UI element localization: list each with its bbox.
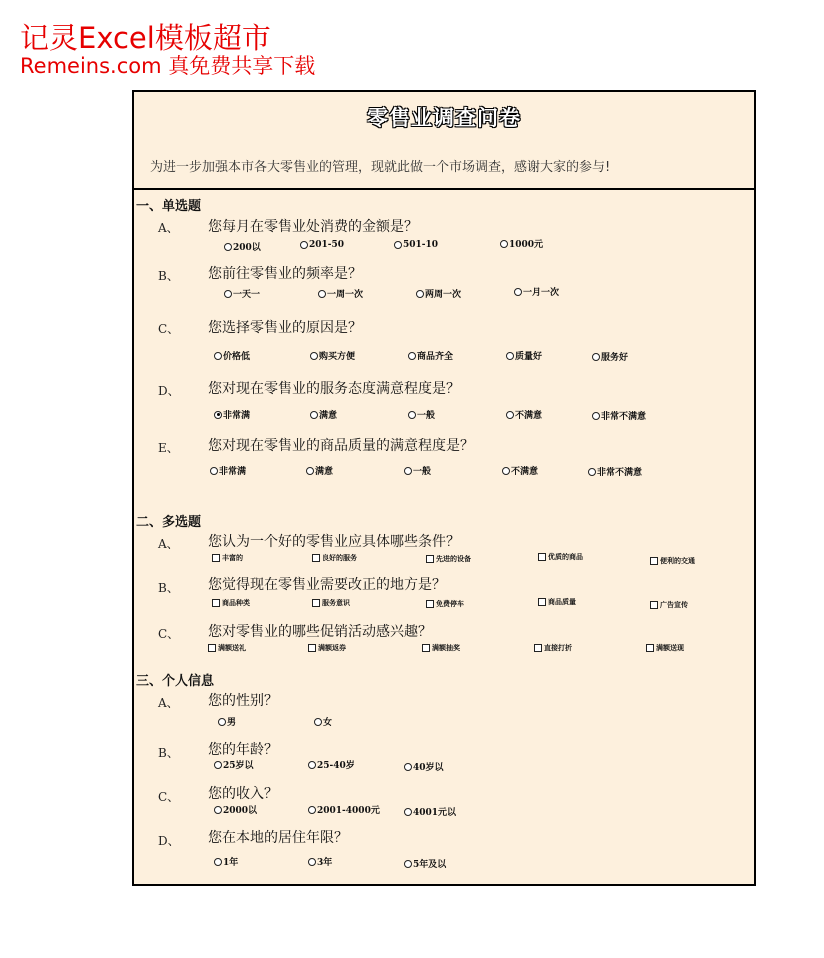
question-text: 您在本地的居住年限？ [208,830,348,846]
option-radio[interactable] [214,855,238,868]
radio-icon [214,352,222,360]
option-checkbox[interactable] [650,600,688,610]
question-text: 您对零售业的哪些促销活动感兴趣？ [208,624,432,640]
option-checkbox[interactable] [308,643,346,653]
option-radio[interactable] [404,857,446,870]
radio-icon [300,241,308,249]
radio-icon [308,806,316,814]
option-label: 一周一次 [327,290,364,300]
checkbox-icon [212,599,220,607]
option-label: 丰富的 [222,553,243,562]
option-label: 2000以 [223,806,258,816]
checkbox-icon [650,601,658,609]
radio-icon [310,411,318,419]
radio-icon [502,467,510,475]
watermark-title: 记灵Excel模板超市 [20,21,271,55]
option-label: 一天一 [233,290,261,300]
option-label: 非常不满意 [601,412,647,422]
option-label: 服务好 [601,353,629,363]
radio-icon [394,241,402,249]
radio-icon [314,718,322,726]
radio-icon [500,240,508,248]
option-radio[interactable] [214,349,250,362]
option-label: 直接打折 [544,643,572,652]
option-radio-selected[interactable] [214,408,250,421]
question-text: 您前往零售业的频率是？ [208,266,362,282]
radio-icon [404,467,412,475]
option-label: 40岁以 [413,763,444,773]
option-radio[interactable] [318,287,363,300]
question-letter: A、 [158,696,179,710]
question-letter: A、 [158,221,179,235]
option-radio[interactable] [592,409,646,422]
option-label: 服务意识 [322,598,350,607]
option-radio[interactable] [506,408,542,421]
option-radio[interactable] [308,803,380,816]
radio-icon [506,411,514,419]
question-letter: C、 [158,790,180,804]
radio-icon [416,290,424,298]
section-personal-label: 三、个人信息 [136,674,215,689]
radio-icon [592,412,600,420]
option-radio[interactable] [314,715,332,728]
option-radio[interactable] [224,287,260,300]
question-letter: D、 [158,384,180,398]
option-label: 非常满 [219,467,247,477]
question-letter: D、 [158,834,180,848]
option-label: 1000元 [509,240,544,250]
option-label: 一般 [413,467,432,477]
checkbox-icon [650,557,658,565]
option-checkbox[interactable] [312,598,350,608]
radio-icon [224,290,232,298]
option-checkbox[interactable] [212,598,250,608]
radio-icon [310,352,318,360]
radio-icon [404,763,412,771]
option-radio[interactable] [218,715,236,728]
radio-icon [308,858,316,866]
option-radio[interactable] [408,349,453,362]
option-radio[interactable] [308,855,332,868]
option-label: 201-50 [309,240,345,250]
checkbox-icon [422,644,430,652]
question-letter: B、 [158,581,179,595]
option-label: 男 [227,718,237,728]
radio-icon [214,761,222,769]
radio-icon [404,860,412,868]
option-label: 一月一次 [523,288,560,298]
option-checkbox[interactable] [426,599,464,609]
option-label: 满意 [319,411,338,421]
checkbox-icon [538,553,546,561]
option-radio[interactable] [506,349,542,362]
option-label: 优质的商品 [548,552,583,561]
option-radio[interactable] [310,408,337,421]
option-checkbox[interactable] [212,553,243,563]
survey-header [134,92,754,190]
option-label: 非常不满意 [597,468,643,478]
section-multi-label: 二、多选题 [136,515,202,530]
option-label: 免费停车 [436,599,464,608]
option-radio[interactable] [300,240,344,250]
option-checkbox[interactable] [650,556,695,566]
radio-icon [306,467,314,475]
option-label: 5年及以 [413,860,447,870]
option-radio[interactable] [404,805,456,818]
checkbox-icon [538,598,546,606]
option-checkbox[interactable] [538,552,583,562]
option-label: 501-10 [403,240,439,250]
option-label: 满额送现 [656,643,684,652]
option-label: 两周一次 [425,290,462,300]
radio-icon [210,467,218,475]
survey-title: 零售业调查问卷 [367,106,521,130]
option-radio[interactable] [514,285,559,298]
option-checkbox[interactable] [646,643,684,653]
option-label: 便利的交通 [660,556,695,565]
option-label: 质量好 [515,352,543,362]
option-checkbox[interactable] [534,643,572,653]
option-label: 4001元以 [413,808,457,818]
option-label: 非常满 [223,411,251,421]
question-letter: C、 [158,322,180,336]
radio-icon [224,243,232,251]
question-letter: C、 [158,627,180,641]
question-letter: B、 [158,269,179,283]
option-label: 购买方便 [319,352,356,362]
question-text: 您每月在零售业处消费的金额是？ [208,219,418,235]
radio-icon [592,353,600,361]
option-label: 先进的设备 [436,554,471,563]
option-label: 不满意 [515,411,543,421]
question-text: 您的性别？ [208,693,278,709]
radio-icon [506,352,514,360]
option-label: 满额抽奖 [432,643,460,652]
question-text: 您觉得现在零售业需要改正的地方是？ [208,577,446,593]
option-radio[interactable] [210,464,246,477]
radio-icon [514,288,522,296]
checkbox-icon [308,644,316,652]
checkbox-icon [312,554,320,562]
option-label: 商品种类 [222,598,250,607]
question-letter: A、 [158,537,179,551]
option-radio[interactable] [416,287,461,300]
option-radio[interactable] [308,758,355,771]
option-label: 满意 [315,467,334,477]
radio-icon [214,858,222,866]
option-radio[interactable] [500,237,543,250]
option-radio[interactable] [588,465,642,478]
option-label: 25-40岁 [317,761,355,771]
option-checkbox[interactable] [426,554,471,564]
option-label: 价格低 [223,352,251,362]
option-radio[interactable] [404,760,444,773]
option-label: 满额返券 [318,643,346,652]
option-radio[interactable] [394,240,438,250]
option-label: 满额送礼 [218,643,246,652]
question-text: 您的年龄？ [208,742,278,758]
option-label: 2001-4000元 [317,806,380,816]
option-label: 1年 [223,858,239,868]
option-radio[interactable] [214,758,254,771]
radio-selected-icon [214,411,222,419]
option-checkbox[interactable] [312,553,357,563]
option-radio[interactable] [404,464,431,477]
question-text: 您认为一个好的零售业应具体哪些条件？ [208,534,460,550]
survey-intro: 为进一步加强本市各大零售业的管理，现就此做一个市场调查，感谢大家的参与! [150,160,611,175]
checkbox-icon [312,599,320,607]
option-radio[interactable] [306,464,333,477]
option-label: 不满意 [511,467,539,477]
option-radio[interactable] [224,240,261,253]
option-radio[interactable] [408,408,435,421]
option-label: 广告宣传 [660,600,688,609]
checkbox-icon [534,644,542,652]
section-single-label: 一、单选题 [136,199,202,214]
question-text: 您选择零售业的原因是？ [208,320,362,336]
option-checkbox[interactable] [538,597,576,607]
option-label: 良好的服务 [322,553,357,562]
question-text: 您的收入？ [208,786,278,802]
question-letter: B、 [158,746,179,760]
radio-icon [408,352,416,360]
checkbox-icon [646,644,654,652]
option-radio[interactable] [502,464,538,477]
radio-icon [408,411,416,419]
option-label: 商品齐全 [417,352,454,362]
option-label: 一般 [417,411,436,421]
radio-icon [308,761,316,769]
checkbox-icon [426,555,434,563]
option-checkbox[interactable] [422,643,460,653]
option-label: 200以 [233,243,261,253]
checkbox-icon [212,554,220,562]
option-label: 商品质量 [548,597,576,606]
option-checkbox[interactable] [208,643,246,653]
radio-icon [588,468,596,476]
radio-icon [214,806,222,814]
option-radio[interactable] [592,350,628,363]
radio-icon [318,290,326,298]
question-letter: E、 [158,441,179,455]
checkbox-icon [426,600,434,608]
checkbox-icon [208,644,216,652]
option-radio[interactable] [214,803,257,816]
question-text: 您对现在零售业的服务态度满意程度是？ [208,381,460,397]
radio-icon [218,718,226,726]
radio-icon [404,808,412,816]
watermark-subtitle: Remeins.com 真免费共享下载 [20,54,316,78]
survey-sheet [132,90,756,886]
option-label: 25岁以 [223,761,254,771]
option-label: 女 [323,718,333,728]
question-text: 您对现在零售业的商品质量的满意程度是？ [208,438,474,454]
option-label: 3年 [317,858,333,868]
option-radio[interactable] [310,349,355,362]
